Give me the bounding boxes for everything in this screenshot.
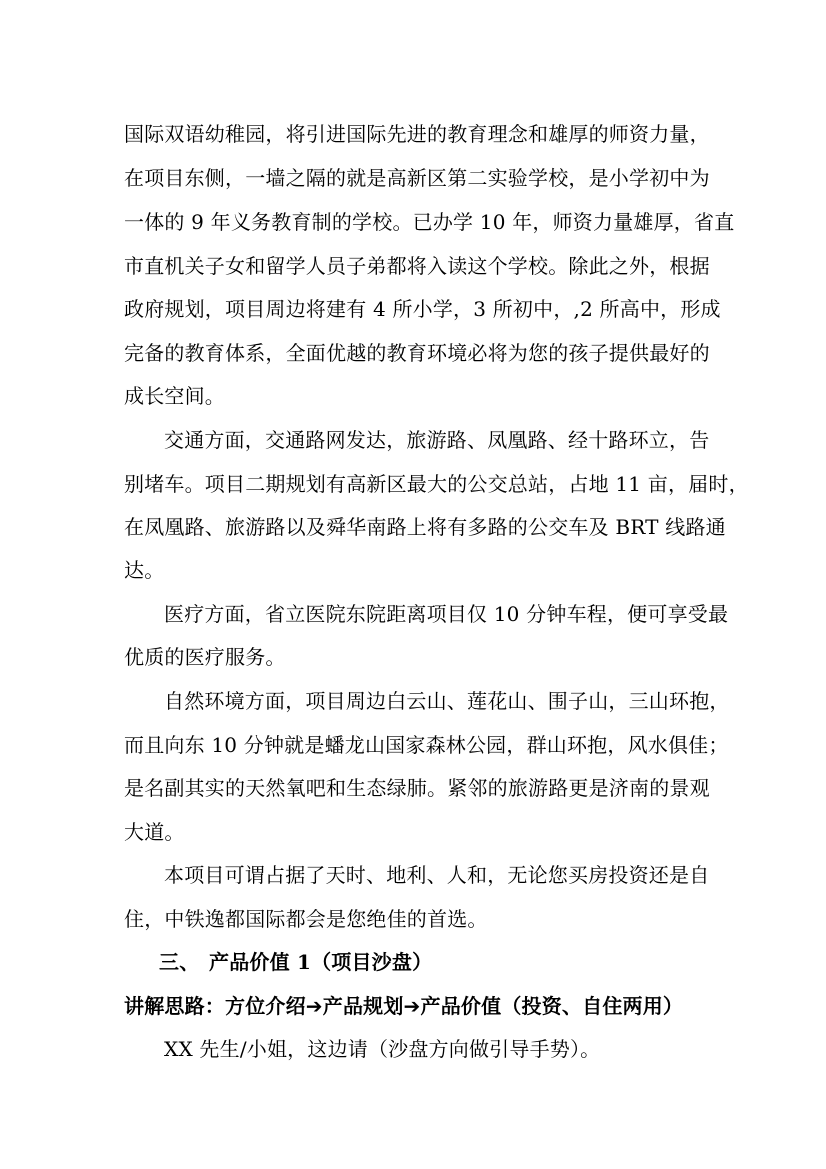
paragraph-line: 交通方面，交通路网发达，旅游路、凤凰路、经十路环立，告: [164, 428, 710, 452]
paragraph-line: 在项目东侧，一墙之隔的就是高新区第二实验学校，是小学初中为: [124, 166, 710, 190]
paragraph-line: 在凤凰路、旅游路以及舜华南路上将有多路的公交车及 BRT 线路通: [124, 515, 726, 539]
greeting-line: XX 先生/小姐，这边请（沙盘方向做引导手势）。: [164, 1037, 601, 1061]
paragraph-line: 政府规划，项目周边将建有 4 所小学，3 所初中，,2 所高中，形成: [124, 297, 721, 321]
paragraph-line: 而且向东 10 分钟就是蟠龙山国家森林公园，群山环抱，风水俱佳；: [124, 733, 729, 757]
paragraph-line: 住，中铁逸都国际都会是您绝佳的首选。: [124, 907, 488, 931]
approach-line: 讲解思路：方位介绍➔产品规划➔产品价值（投资、自住两用）: [124, 994, 684, 1018]
paragraph-line: 自然环境方面，项目周边白云山、莲花山、围子山，三山环抱，: [164, 689, 730, 713]
paragraph-line: 成长空间。: [124, 384, 225, 408]
paragraph-line: 达。: [124, 558, 165, 582]
paragraph-line: 是名副其实的天然氧吧和生态绿肺。紧邻的旅游路更是济南的景观: [124, 776, 710, 800]
paragraph-line: 优质的医疗服务。: [124, 645, 286, 669]
paragraph-line: 一体的 9 年义务教育制的学校。已办学 10 年，师资力量雄厚，省直: [124, 210, 735, 234]
paragraph-line: 市直机关子女和留学人员子弟都将入读这个学校。除此之外，根据: [124, 254, 710, 278]
paragraph-line: 大道。: [124, 820, 185, 844]
paragraph-line: 医疗方面，省立医院东院距离项目仅 10 分钟车程，便可享受最: [164, 602, 729, 626]
section-number: 三、: [159, 950, 200, 974]
paragraph-line: 国际双语幼稚园，将引进国际先进的教育理念和雄厚的师资力量，: [124, 122, 710, 146]
paragraph-line: 本项目可谓占据了天时、地利、人和，无论您买房投资还是自: [164, 863, 710, 887]
paragraph-line: 完备的教育体系，全面优越的教育环境必将为您的孩子提供最好的: [124, 341, 710, 365]
section-heading: [159, 950, 432, 974]
paragraph-line: 别堵车。项目二期规划有高新区最大的公交总站，占地 11 亩，届时，: [124, 472, 749, 496]
section-title: 产品价值 1（项目沙盘）: [209, 950, 433, 974]
